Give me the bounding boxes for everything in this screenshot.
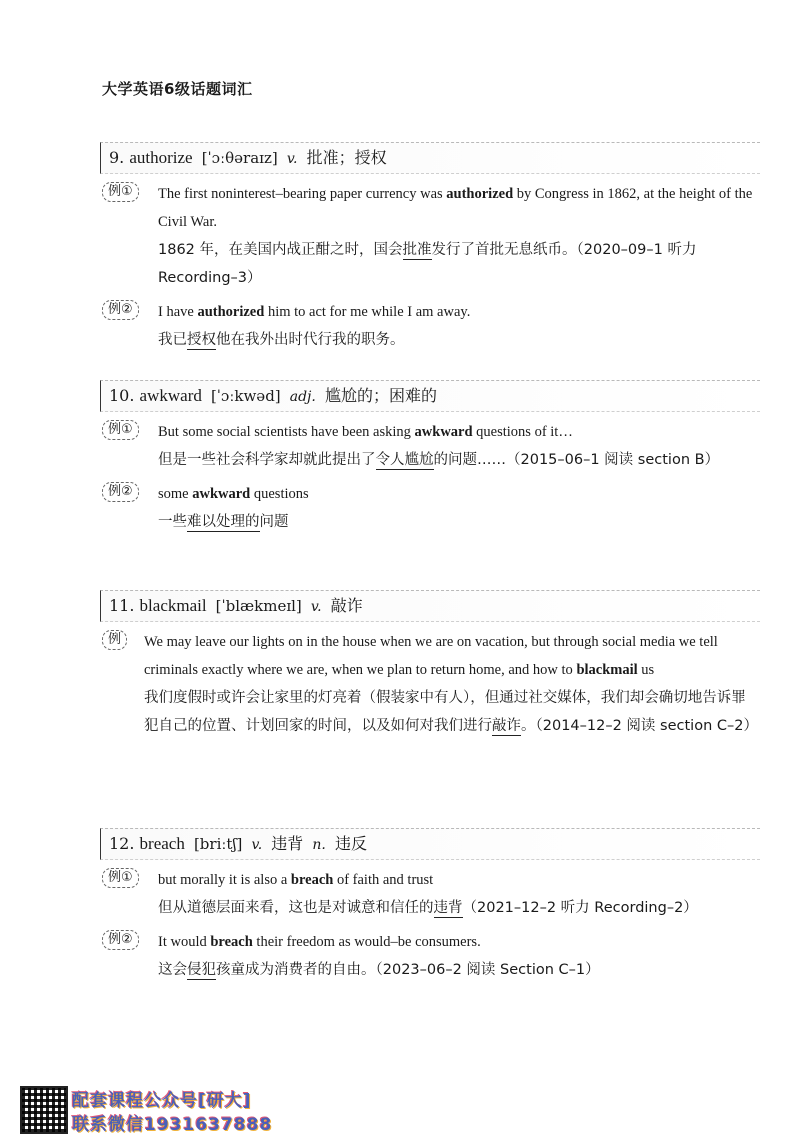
entry-pos: v. bbox=[251, 837, 263, 853]
running-header: 大学英语6级话题词汇 bbox=[102, 80, 253, 98]
entry-pos-2: n. bbox=[312, 837, 326, 853]
entry-heading bbox=[100, 828, 760, 860]
keyword-translation: 敲诈 bbox=[492, 718, 521, 734]
entry-number: 12. bbox=[109, 834, 135, 853]
watermark-line-2: 联系微信1931637888 bbox=[72, 1115, 273, 1135]
keyword: authorized bbox=[197, 304, 265, 320]
example-english: But some social scientists have been asking awkward questions of it… bbox=[158, 424, 573, 440]
example-item bbox=[100, 418, 760, 474]
example-label: 例 bbox=[102, 630, 127, 650]
example-chinese: 但是一些社会科学家却就此提出了令人尴尬的问题……（2015–06–1 阅读 section B） bbox=[158, 452, 720, 468]
example-label: 例② bbox=[102, 930, 139, 950]
entry-number: 10. bbox=[109, 386, 135, 405]
entry-number: 11. bbox=[109, 596, 135, 615]
entry-pos: v. bbox=[310, 599, 322, 615]
entry-phonetic: [ˈblækmeɪl] bbox=[215, 597, 302, 615]
entry-pos: v. bbox=[286, 151, 298, 167]
example-chinese: 一些难以处理的问题 bbox=[158, 514, 289, 530]
entry-meaning: 尴尬的；困难的 bbox=[324, 386, 437, 405]
entry-heading bbox=[100, 380, 760, 412]
keyword-translation: 侵犯 bbox=[187, 962, 216, 978]
example-label: 例② bbox=[102, 300, 139, 320]
watermark-line-1: 配套课程公众号[研大] bbox=[72, 1091, 252, 1111]
entry-phonetic: [ˈɔːθəraɪz] bbox=[201, 149, 278, 167]
vocab-entry-authorize bbox=[100, 142, 760, 354]
example-label: 例② bbox=[102, 482, 139, 502]
entry-word: breach bbox=[139, 834, 185, 853]
example-chinese: 我已授权他在我外出时代行我的职务。 bbox=[158, 332, 405, 348]
example-english: but morally it is also a breach of faith and trust bbox=[158, 872, 434, 888]
entry-heading bbox=[100, 142, 760, 174]
entry-meaning: 敲诈 bbox=[330, 596, 363, 615]
entry-phonetic: [briːtʃ] bbox=[193, 835, 243, 853]
example-chinese: 1862 年，在美国内战正酣之时，国会批准发行了首批无息纸币。（2020–09–1 听力 Recording–3） bbox=[158, 242, 697, 286]
keyword: breach bbox=[210, 934, 253, 950]
keyword-translation: 难以处理的 bbox=[187, 514, 260, 530]
entry-meaning: 批准；授权 bbox=[306, 148, 387, 167]
example-chinese: 但从道德层面来看，这也是对诚意和信任的违背（2021–12–2 听力 Recording–2） bbox=[158, 900, 698, 916]
example-label: 例① bbox=[102, 420, 139, 440]
example-chinese: 我们度假时或许会让家里的灯亮着（假装家中有人），但通过社交媒体，我们却会确切地告诉罪犯自己的位置、计划回家的时间，以及如何对我们进行敲诈。（2014–12–2 阅读 section C–2） bbox=[144, 690, 758, 734]
entry-number: 9. bbox=[109, 148, 125, 167]
keyword: awkward bbox=[414, 424, 473, 440]
keyword-translation: 违背 bbox=[433, 900, 463, 916]
keyword: awkward bbox=[192, 486, 251, 502]
entry-pos: adj. bbox=[289, 389, 316, 405]
entry-word: blackmail bbox=[139, 596, 207, 615]
entry-meaning: 违背 bbox=[271, 834, 304, 853]
example-item bbox=[100, 628, 760, 740]
keyword-translation: 令人尴尬 bbox=[375, 452, 434, 468]
keyword-translation: 授权 bbox=[187, 332, 216, 348]
watermark bbox=[20, 1086, 320, 1134]
keyword: authorized bbox=[446, 186, 514, 202]
keyword: blackmail bbox=[576, 662, 638, 678]
entry-phonetic: [ˈɔːkwəd] bbox=[210, 387, 281, 405]
entry-heading bbox=[100, 590, 760, 622]
example-english: The first noninterest–bearing paper currency was authorized by Congress in 1862, at the height of the Civil War. bbox=[158, 186, 753, 230]
example-label: 例① bbox=[102, 182, 139, 202]
example-item bbox=[100, 928, 760, 984]
entry-word: awkward bbox=[139, 386, 202, 405]
example-item bbox=[100, 180, 760, 292]
example-english: some awkward questions bbox=[158, 486, 309, 502]
entry-meaning-2: 违反 bbox=[334, 834, 367, 853]
keyword-translation: 批准 bbox=[402, 242, 432, 258]
vocab-entry-awkward bbox=[100, 380, 760, 536]
vocab-entry-blackmail bbox=[100, 590, 760, 740]
example-item bbox=[100, 298, 760, 354]
example-english: I have authorized him to act for me while I am away. bbox=[158, 304, 471, 320]
example-item bbox=[100, 480, 760, 536]
example-chinese: 这会侵犯孩童成为消费者的自由。（2023–06–2 阅读 Section C–1） bbox=[158, 962, 600, 978]
entry-word: authorize bbox=[129, 148, 193, 167]
qr-code-icon bbox=[20, 1086, 68, 1134]
example-item bbox=[100, 866, 760, 922]
vocab-entry-breach bbox=[100, 828, 760, 984]
example-english: We may leave our lights on in the house when we are on vacation, but through social media we tell criminals exactly where we are, when we plan to return home, and how to blackmail us bbox=[144, 634, 718, 678]
example-label: 例① bbox=[102, 868, 139, 888]
keyword: breach bbox=[290, 872, 334, 888]
example-english: It would breach their freedom as would–be consumers. bbox=[158, 934, 481, 950]
